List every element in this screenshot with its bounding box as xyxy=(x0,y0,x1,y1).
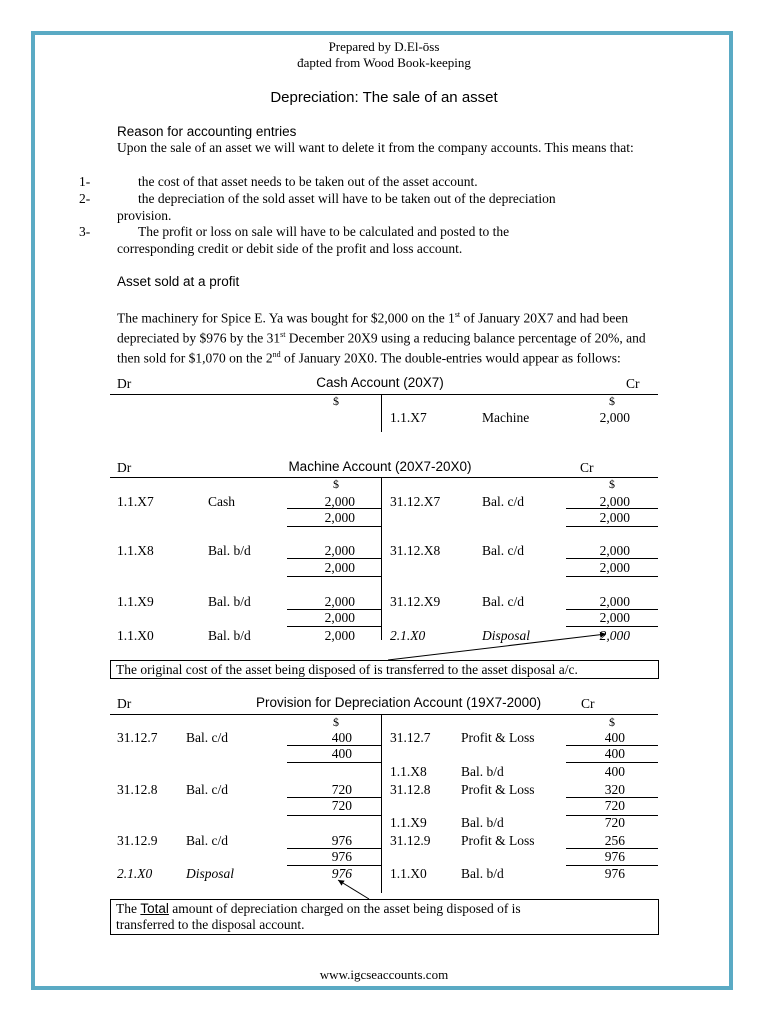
ledger-amount: 976 xyxy=(604,866,625,881)
ledger-desc: Bal. c/d xyxy=(186,833,228,848)
ledger-desc: Bal. b/d xyxy=(461,866,504,881)
ledger-desc: Profit & Loss xyxy=(461,833,535,848)
cash-cr: Cr xyxy=(626,376,640,391)
ledger-total: 720 xyxy=(331,798,352,813)
ledger-total: 976 xyxy=(604,849,625,864)
prepared-by: Prepared by D.El-ōss xyxy=(328,39,440,54)
ledger-amount: 400 xyxy=(331,730,352,745)
machine-note: The original cost of the asset being disposed of is transferred to the asset disposal a/c. xyxy=(116,662,578,677)
ledger-desc: Bal. c/d xyxy=(482,543,524,558)
ledger-date: 31.12.7 xyxy=(117,730,158,745)
list-item-cont: corresponding credit or debit side of the profit and loss account. xyxy=(117,241,463,256)
footer-url: www.igcseaccounts.com xyxy=(319,967,449,982)
ledger-date: 2.1.X0 xyxy=(117,866,153,881)
ledger-desc: Cash xyxy=(208,494,235,509)
list-item: the depreciation of the sold asset will have to be taken out of the depreciation xyxy=(138,191,556,206)
ledger-amount: 2,000 xyxy=(599,594,630,609)
list-num: 3- xyxy=(79,224,91,239)
ledger-date: 31.12.X7 xyxy=(390,494,441,509)
ledger-total: 2,000 xyxy=(599,610,630,625)
provision-dollar-left: $ xyxy=(333,715,339,729)
machine-note-arrow xyxy=(388,634,606,660)
reason-intro: Upon the sale of an asset we will want to delete it from the company accounts. This means that: xyxy=(117,140,634,155)
list-item: the cost of that asset needs to be taken out of the asset account. xyxy=(138,174,478,189)
ledger-desc: Bal. c/d xyxy=(186,782,228,797)
ledger-amount: 976 xyxy=(331,833,352,848)
ledger-date: 31.12.9 xyxy=(117,833,158,848)
ledger-desc: Bal. b/d xyxy=(208,543,251,558)
ledger-date: 1.1.X8 xyxy=(117,543,154,558)
provision-note-line2: transferred to the disposal account. xyxy=(116,917,305,932)
list-item: The profit or loss on sale will have to be calculated and posted to the xyxy=(138,224,510,239)
ledger-date: 1.1.X0 xyxy=(390,866,427,881)
machine-dr: Dr xyxy=(117,460,132,475)
provision-note-arrow xyxy=(338,880,369,899)
ledger-desc: Bal. b/d xyxy=(461,815,504,830)
ledger-amount: 2,000 xyxy=(324,594,355,609)
page-title: Depreciation: The sale of an asset xyxy=(270,89,498,106)
ledger-amount: 2,000 xyxy=(599,494,630,509)
ledger-amount: 400 xyxy=(604,730,625,745)
ledger-date: 1.1.X7 xyxy=(117,494,154,509)
ledger-desc: Disposal xyxy=(186,866,235,881)
ledger-date: 1.1.X8 xyxy=(390,764,427,779)
ledger-total: 2,000 xyxy=(599,560,630,575)
ledger-total: 2,000 xyxy=(324,560,355,575)
machine-dollar-right: $ xyxy=(609,477,615,491)
ledger-total: 400 xyxy=(604,746,625,761)
list-item-cont: provision. xyxy=(117,208,172,223)
ledger-total: 2,000 xyxy=(324,510,355,525)
ledger-date: 31.12.7 xyxy=(390,730,431,745)
ledger-total: 2,000 xyxy=(324,610,355,625)
ledger-total: 720 xyxy=(604,798,625,813)
ledger-amount: 400 xyxy=(604,764,625,779)
profit-paragraph: The machinery for Spice E. Ya was bought for $2,000 on the 1st of January 20X7 and had been depreciated by $976 by the 31st December 20X9 using a reducing balance percentage of 20%, and then sold for $1,070 on the 2nd of January 20X0. The double-entries would appear as follows: xyxy=(117,310,646,366)
ledger-amount: 2,000 xyxy=(324,543,355,558)
ledger-amount: 256 xyxy=(604,833,625,848)
machine-account-title: Machine Account (20X7-20X0) xyxy=(288,459,472,474)
ledger-total: 976 xyxy=(331,849,352,864)
provision-account-title: Provision for Depreciation Account (19X7-2000) xyxy=(256,695,542,710)
ledger-date: 31.12.X8 xyxy=(390,543,441,558)
ledger-desc: Bal. b/d xyxy=(461,764,504,779)
ledger-total: 400 xyxy=(331,746,352,761)
ledger-date: 31.12.X9 xyxy=(390,594,441,609)
machine-dollar-left: $ xyxy=(333,477,339,491)
cash-account-title: Cash Account (20X7) xyxy=(316,375,444,390)
list-num: 2- xyxy=(79,191,91,206)
ledger-desc: Bal. b/d xyxy=(208,628,251,643)
ledger-desc: Bal. c/d xyxy=(482,594,524,609)
ledger-amount: 2,000 xyxy=(599,628,630,643)
ledger-desc: Bal. b/d xyxy=(208,594,251,609)
ledger-amount: 2,000 xyxy=(599,543,630,558)
ledger-desc: Bal. c/d xyxy=(186,730,228,745)
list-num: 1- xyxy=(79,174,91,189)
ledger-date: 31.12.8 xyxy=(390,782,431,797)
ledger-amount: 720 xyxy=(331,782,352,797)
cash-dollar-left: $ xyxy=(333,394,339,408)
ledger-amount: 976 xyxy=(331,866,352,881)
ledger-date: 2.1.X0 xyxy=(390,628,426,643)
provision-dollar-right: $ xyxy=(609,715,615,729)
provision-dr: Dr xyxy=(117,696,132,711)
machine-cr: Cr xyxy=(580,460,594,475)
ledger-amount: 2,000 xyxy=(324,628,355,643)
cash-credit-desc: Machine xyxy=(482,410,530,425)
ledger-date: 1.1.X9 xyxy=(390,815,427,830)
ledger-date: 31.12.9 xyxy=(390,833,431,848)
reason-heading: Reason for accounting entries xyxy=(117,124,297,139)
ledger-desc: Profit & Loss xyxy=(461,782,535,797)
cash-dollar-right: $ xyxy=(609,394,615,408)
cash-credit-date: 1.1.X7 xyxy=(390,410,427,425)
cash-dr: Dr xyxy=(117,376,132,391)
ledger-desc: Profit & Loss xyxy=(461,730,535,745)
ledger-date: 1.1.X9 xyxy=(117,594,154,609)
ledger-amount: 320 xyxy=(604,782,625,797)
adapted-from: đapted from Wood Book-keeping xyxy=(297,55,471,70)
cash-credit-amount: 2,000 xyxy=(599,410,630,425)
ledger-amount: 720 xyxy=(604,815,625,830)
ledger-total: 2,000 xyxy=(599,510,630,525)
provision-note-line1: The Total amount of depreciation charged on the asset being disposed of is xyxy=(116,901,521,916)
provision-cr: Cr xyxy=(581,696,595,711)
ledger-date: 31.12.8 xyxy=(117,782,158,797)
profit-heading: Asset sold at a profit xyxy=(117,274,240,289)
ledger-date: 1.1.X0 xyxy=(117,628,154,643)
ledger-amount: 2,000 xyxy=(324,494,355,509)
ledger-desc: Bal. c/d xyxy=(482,494,524,509)
ledger-desc: Disposal xyxy=(482,628,531,643)
